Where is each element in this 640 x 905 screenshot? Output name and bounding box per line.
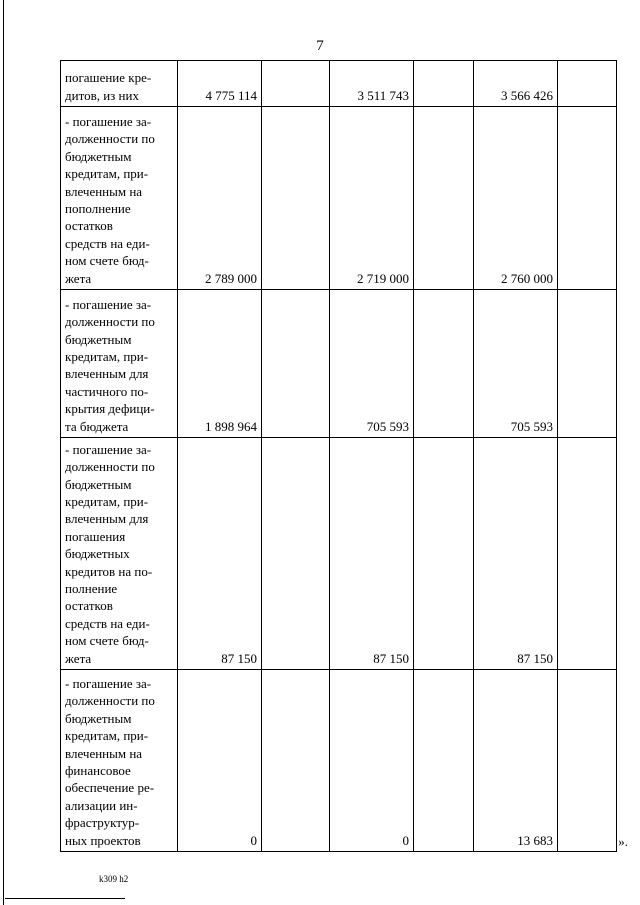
value-cell: 2 760 000 [474,107,558,290]
value-cell [262,670,330,852]
table-row [61,61,617,107]
row-label: - погашение за- долженности по бюджетным кредитам, при- влеченным для погашения бюджетных кредитов на по- полнение остатков средств на еди- ном счете бюд- жета [61,438,178,670]
value-cell: 87 150 [474,438,558,670]
table-row [61,107,617,290]
value-cell: 3 566 426 [474,61,558,107]
value-cell [414,670,474,852]
row-label: - погашение за- долженности по бюджетным кредитам, при- влеченным для частичного по- крытия дефици- та бюджета [61,290,178,438]
value-cell [262,438,330,670]
value-cell: 13 683 [474,670,558,852]
value-cell [558,670,628,852]
row-label: погашение кре- дитов, из них [61,61,178,107]
value-cell [414,438,474,670]
budget-table [60,60,628,852]
value-cell [558,290,617,438]
value-cell: 1 898 964 [178,290,262,438]
value-cell: 87 150 [330,438,414,670]
row-label: - погашение за- долженности по бюджетным кредитам, при- влеченным на пополнение остатков средств на еди- ном счете бюд- жета [61,107,178,290]
value-cell [262,107,330,290]
row-label: - погашение за- долженности по бюджетным кредитам, при- влеченным на финансовое обеспечение ре- ализации ин- фраструктур- ных проектов [61,670,178,852]
table-row [61,438,617,670]
closing-quote-mark: ». [618,833,628,849]
footer-rule [5,898,125,899]
value-cell [558,438,617,670]
value-cell: 2 789 000 [178,107,262,290]
value-cell [414,61,474,107]
value-cell: 4 775 114 [178,61,262,107]
table-row [61,290,617,438]
table-row [61,670,617,852]
value-cell [262,290,330,438]
page-number: 7 [316,38,324,54]
value-cell [414,107,474,290]
value-cell [558,107,617,290]
value-cell: 87 150 [178,438,262,670]
scan-edge-line [3,0,4,905]
value-cell: 3 511 743 [330,61,414,107]
value-cell: 0 [178,670,262,852]
value-cell [414,290,474,438]
document-code: k309 h2 [99,874,129,884]
value-cell: 705 593 [330,290,414,438]
value-cell: 2 719 000 [330,107,414,290]
value-cell: 0 [330,670,414,852]
value-cell: 705 593 [474,290,558,438]
value-cell [558,61,617,107]
value-cell [262,61,330,107]
